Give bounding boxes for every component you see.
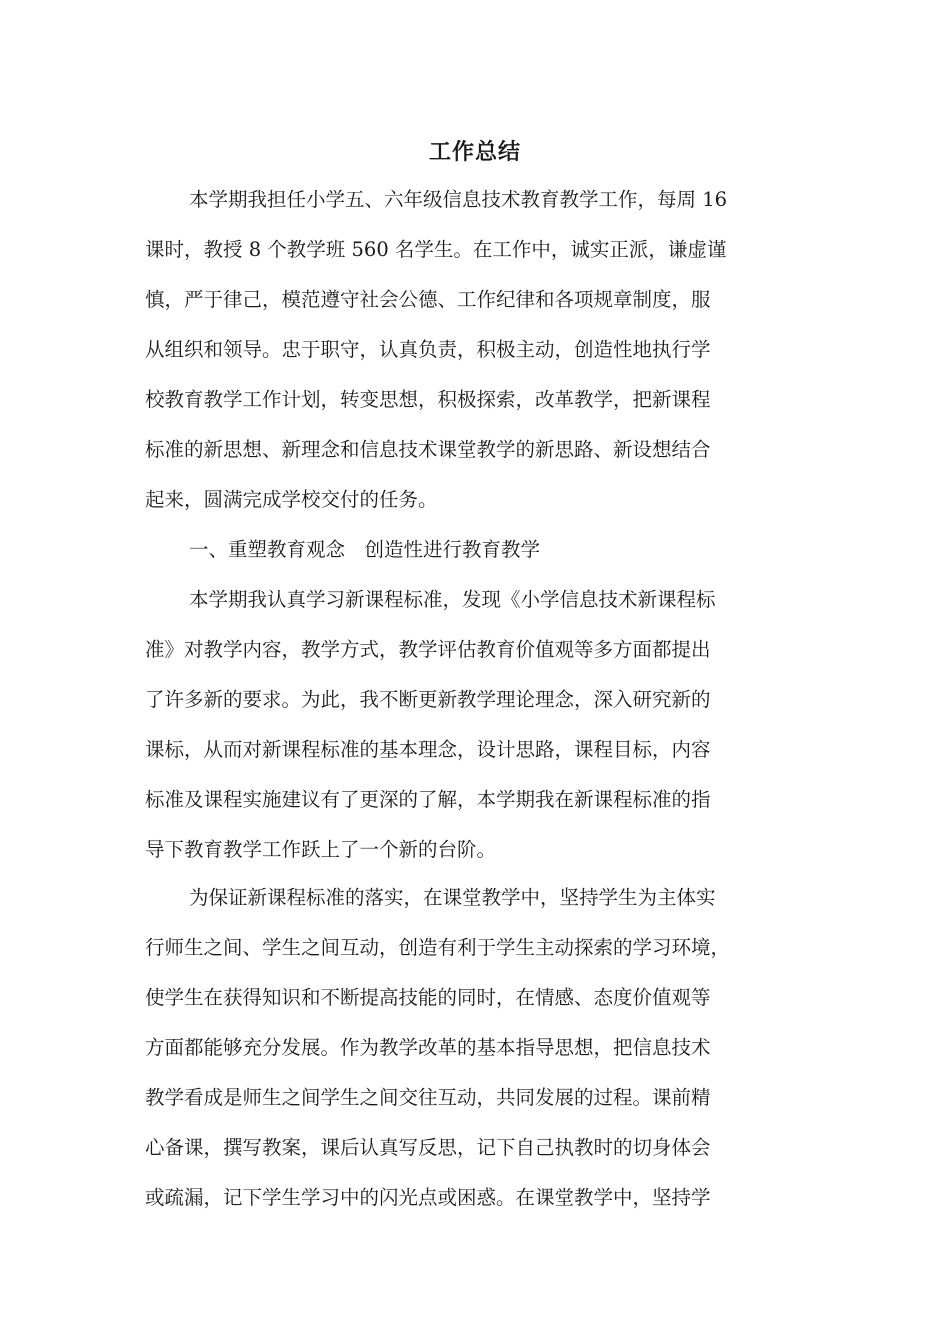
text-line-7: 起来，圆满完成学校交付的任务。 <box>145 488 438 511</box>
text-line-5: 校教育教学工作计划，转变思想，积极探索，改革教学，把新课程 <box>145 388 711 411</box>
text-line-9: 本学期我认真学习新课程标准，发现《小学信息技术新课程标 <box>189 588 716 611</box>
text-line-10: 准》对教学内容，教学方式，教学评估教育价值观等多方面都提出 <box>145 638 711 661</box>
text-line-21: 或疏漏，记下学生学习中的闪光点或困惑。在课堂教学中，坚持学 <box>145 1186 711 1209</box>
section-heading-1: 一、重塑教育观念 创造性进行教育教学 <box>189 538 541 561</box>
text-line-19: 教学看成是师生之间学生之间交往互动，共同发展的过程。课前精 <box>145 1086 711 1109</box>
text-line-13: 标准及课程实施建议有了更深的了解，本学期我在新课程标准的指 <box>145 788 711 811</box>
text-line-4: 从组织和领导。忠于职守，认真负责，积极主动，创造性地执行学 <box>145 338 711 361</box>
text-line-16: 行师生之间、学生之间互动，创造有利于学生主动探索的学习环境， <box>145 936 731 959</box>
text-line-12: 课标，从而对新课程标准的基本理念，设计思路，课程目标，内容 <box>145 738 711 761</box>
text-line-14: 导下教育教学工作跃上了一个新的台阶。 <box>145 838 497 861</box>
document-title: 工作总结 <box>428 140 521 165</box>
text-line-15: 为保证新课程标准的落实，在课堂教学中，坚持学生为主体实 <box>189 886 716 909</box>
text-line-2: 课时，教授 8 个教学班 560 名学生。在工作中，诚实正派，谦虚谨 <box>145 238 727 261</box>
text-line-3: 慎，严于律己，模范遵守社会公德、工作纪律和各项规章制度，服 <box>145 288 711 311</box>
text-line-6: 标准的新思想、新理念和信息技术课堂教学的新思路、新设想结合 <box>145 438 711 461</box>
text-line-17: 使学生在获得知识和不断提高技能的同时，在情感、态度价值观等 <box>145 986 711 1009</box>
text-line-20: 心备课，撰写教案，课后认真写反思，记下自己执教时的切身体会 <box>145 1136 711 1159</box>
text-line-18: 方面都能够充分发展。作为教学改革的基本指导思想，把信息技术 <box>145 1036 711 1059</box>
text-line-1: 本学期我担任小学五、六年级信息技术教育教学工作，每周 16 <box>189 188 728 211</box>
text-line-11: 了许多新的要求。为此，我不断更新教学理论理念，深入研究新的 <box>145 688 711 711</box>
